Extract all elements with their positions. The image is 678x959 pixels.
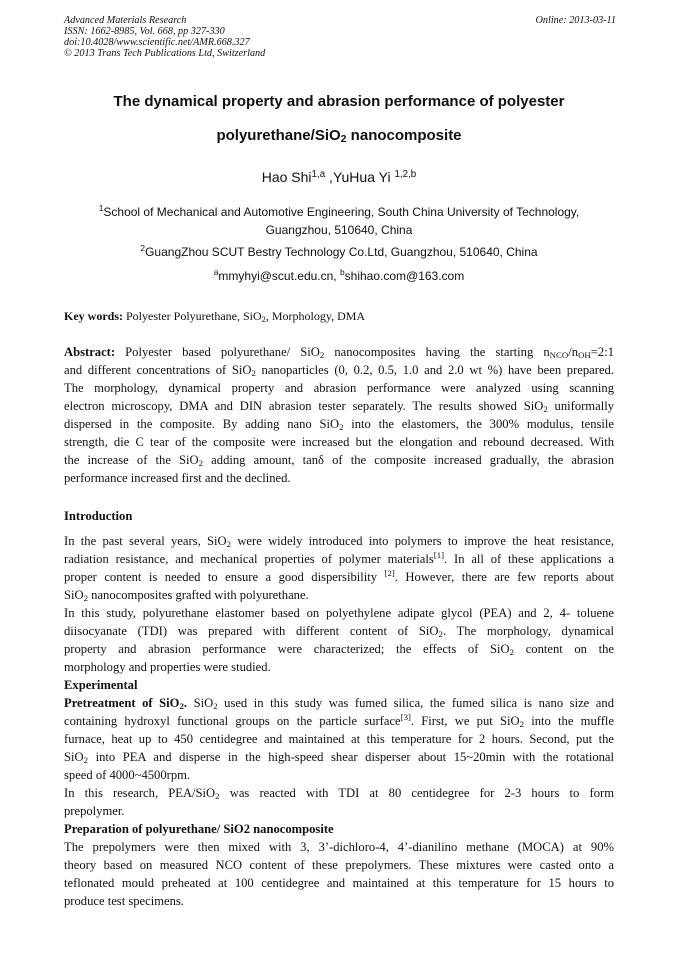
journal-header	[64, 15, 616, 59]
exp-text: was reacted with TDI at 80 centidegree for 2-3 hours to form	[219, 786, 614, 800]
exp-text: containing hydroxyl functional groups on the particle surface	[64, 714, 401, 728]
sub: 2	[319, 350, 325, 360]
abstract-label: Abstract:	[64, 345, 116, 359]
abstract-text: The morphology, dynamical property and abrasion performance were analyzed using scanning	[64, 381, 614, 395]
exp-text: SiO	[64, 750, 84, 764]
intro-text: nanocomposites grafted with polyurethane.	[88, 588, 309, 602]
aff2-text: GuangZhou SCUT Bestry Technology Co.Ltd, Guangzhou, 510640, China	[145, 245, 538, 259]
keywords-sub: 2	[261, 315, 266, 324]
copyright: © 2013 Trans Tech Publications Ltd, Switzerland	[64, 48, 266, 59]
keywords	[64, 307, 614, 325]
online-date: Online: 2013-03-11	[535, 15, 616, 26]
abstract-text: performance increased first and the declined.	[64, 471, 291, 485]
title-text: polyurethane/SiO	[216, 127, 341, 144]
intro-text: . In all of these applications a	[444, 552, 614, 566]
exp-text: SiO	[187, 696, 214, 710]
intro-text: were widely introduced into polymers to improve the heat resistance,	[231, 534, 614, 548]
aff1-line1: School of Mechanical and Automotive Engineering, South China University of Technology,	[103, 205, 580, 219]
exp-text: In this research, PEA/SiO	[64, 786, 216, 800]
title-sub: 2	[340, 133, 347, 145]
abstract	[64, 343, 614, 487]
sub: 2	[198, 458, 204, 468]
aff1-line2: Guangzhou, 510640, China	[265, 223, 413, 237]
sub: 2	[543, 404, 548, 414]
sub: NCO	[549, 350, 569, 360]
abstract-text: strength, die C tear of the composite were increased but the elongation and rebound decreased. With	[64, 435, 614, 449]
exp-text: The prepolymers were then mixed with 3, 3’-dichloro-4, 4’-dianilino methane (MOCA) at 90%	[64, 840, 614, 854]
paper-title-line1: The dynamical property and abrasion performance of polyester	[113, 93, 565, 110]
doi: doi:10.4028/www.scientific.net/AMR.668.327	[64, 37, 250, 48]
paper-title-line2	[64, 127, 614, 144]
email-a: mmyhyi@scut.edu.cn,	[218, 269, 340, 283]
author-2: YuHua Yi	[332, 169, 395, 185]
abstract-text: nanocomposites having the starting n	[324, 345, 550, 359]
sub: 2	[519, 719, 524, 729]
sub: 2	[438, 629, 443, 639]
pretreatment-label-end: .	[183, 696, 188, 710]
email-a-sup: a	[213, 267, 219, 277]
sub: 2	[83, 593, 89, 603]
exp-text: theory based on measured NCO content of these prepolymers. These mixtures were casted onto a	[64, 858, 614, 872]
intro-text: diisocyanate (TDI) was prepared with different content of SiO	[64, 624, 439, 638]
intro-text: radiation resistance, and mechanical properties of polymer materials	[64, 552, 434, 566]
preparation-heading: Preparation of polyurethane/ SiO2 nanocomposite	[64, 822, 334, 836]
citation: [1]	[433, 550, 445, 560]
experimental-body	[64, 694, 614, 910]
aff2-sup: 2	[140, 243, 146, 253]
author-1-sup: 1,a	[311, 169, 326, 180]
exp-text: . First, we put SiO	[410, 714, 520, 728]
introduction-body	[64, 532, 614, 676]
abstract-text: /n	[568, 345, 579, 359]
email-b: shihao.com@163.com	[344, 269, 465, 283]
sub: OH	[578, 350, 591, 360]
emails	[64, 269, 614, 283]
intro-text: SiO	[64, 588, 84, 602]
sub: 2	[215, 791, 220, 801]
author-2-sup: 1,2,b	[394, 169, 417, 180]
abstract-text: and different concentrations of SiO	[64, 363, 252, 377]
title-text-end: nanocomposite	[346, 127, 462, 144]
abstract-text: into the elastomers, the 300% modulus, tensile	[343, 417, 614, 431]
intro-text: In the past several years, SiO	[64, 534, 227, 548]
exp-text: produce test specimens.	[64, 894, 184, 908]
sub: 2	[213, 701, 218, 711]
intro-text: In this study, polyurethane elastomer based on polyethylene adipate glycol (PEA) and 2, 4- toluene	[64, 606, 614, 620]
intro-text: . The morphology, dynamical	[442, 624, 615, 638]
citation: [3]	[400, 712, 411, 722]
sub: 2	[339, 422, 344, 432]
affiliation-1	[64, 203, 614, 239]
exp-text: teflonated mould preheated at 100 centidegree and maintained at this temperature for 15 hours to	[64, 876, 614, 890]
abstract-text: dispersed in the composite. By adding nano SiO	[64, 417, 340, 431]
exp-text: prepolymer.	[64, 804, 125, 818]
pretreatment-label: Pretreatment of SiO	[64, 696, 180, 710]
intro-text: property and abrasion performance were characterized; the effects of SiO	[64, 642, 510, 656]
abstract-text: nanoparticles (0, 0.2, 0.5, 1.0 and 2.0 wt %) have been prepared.	[255, 363, 614, 377]
sub: 2	[83, 755, 89, 765]
abstract-text: the increase of the SiO	[64, 453, 199, 467]
keywords-text-end: , Morphology, DMA	[265, 309, 366, 323]
abstract-text: Polyester based polyurethane/ SiO	[115, 345, 320, 359]
intro-text: . However, there are few reports about	[394, 570, 614, 584]
sub: 2	[509, 647, 515, 657]
sub: 2	[251, 368, 256, 378]
intro-text: proper content is needed to ensure a good dispersibility	[64, 570, 385, 584]
authors	[64, 169, 614, 185]
introduction-heading: Introduction	[64, 509, 133, 523]
sub: 2	[179, 701, 184, 711]
abstract-text: electron microscopy, DMA and DIN abrasion tester separately. The results showed SiO	[64, 399, 544, 413]
keywords-label: Key words:	[64, 309, 123, 323]
citation: [2]	[384, 568, 395, 578]
keywords-text: Polyester Polyurethane, SiO	[123, 309, 262, 323]
intro-text: morphology and properties were studied.	[64, 660, 271, 674]
exp-text: into the muffle	[524, 714, 614, 728]
affiliation-2	[64, 245, 614, 259]
exp-text: speed of 4000~4500rpm.	[64, 768, 191, 782]
email-b-sup: b	[339, 267, 345, 277]
exp-text: furnace, heat up to 450 centidegree and maintained at this temperature for 2 hours. Second, put the	[64, 732, 614, 746]
intro-text: content on the	[514, 642, 614, 656]
issn: ISSN: 1662-8985, Vol. 668, pp 327-330	[64, 26, 225, 37]
journal-name: Advanced Materials Research	[64, 15, 187, 26]
author-sep: ,	[325, 169, 333, 185]
experimental-heading: Experimental	[64, 678, 138, 692]
author-1: Hao Shi	[261, 169, 312, 185]
abstract-text: uniformally	[547, 399, 614, 413]
abstract-text: =2:1	[590, 345, 614, 359]
abstract-text: adding amount, tanδ of the composite increased gradually, the abrasion	[203, 453, 614, 467]
sub: 2	[226, 539, 232, 549]
exp-text: into PEA and disperse in the high-speed shear disperser about 15~20min with the rotational	[88, 750, 614, 764]
aff1-sup: 1	[98, 203, 104, 213]
exp-text: used in this study was fumed silica, the fumed silica is nano size and	[217, 696, 614, 710]
